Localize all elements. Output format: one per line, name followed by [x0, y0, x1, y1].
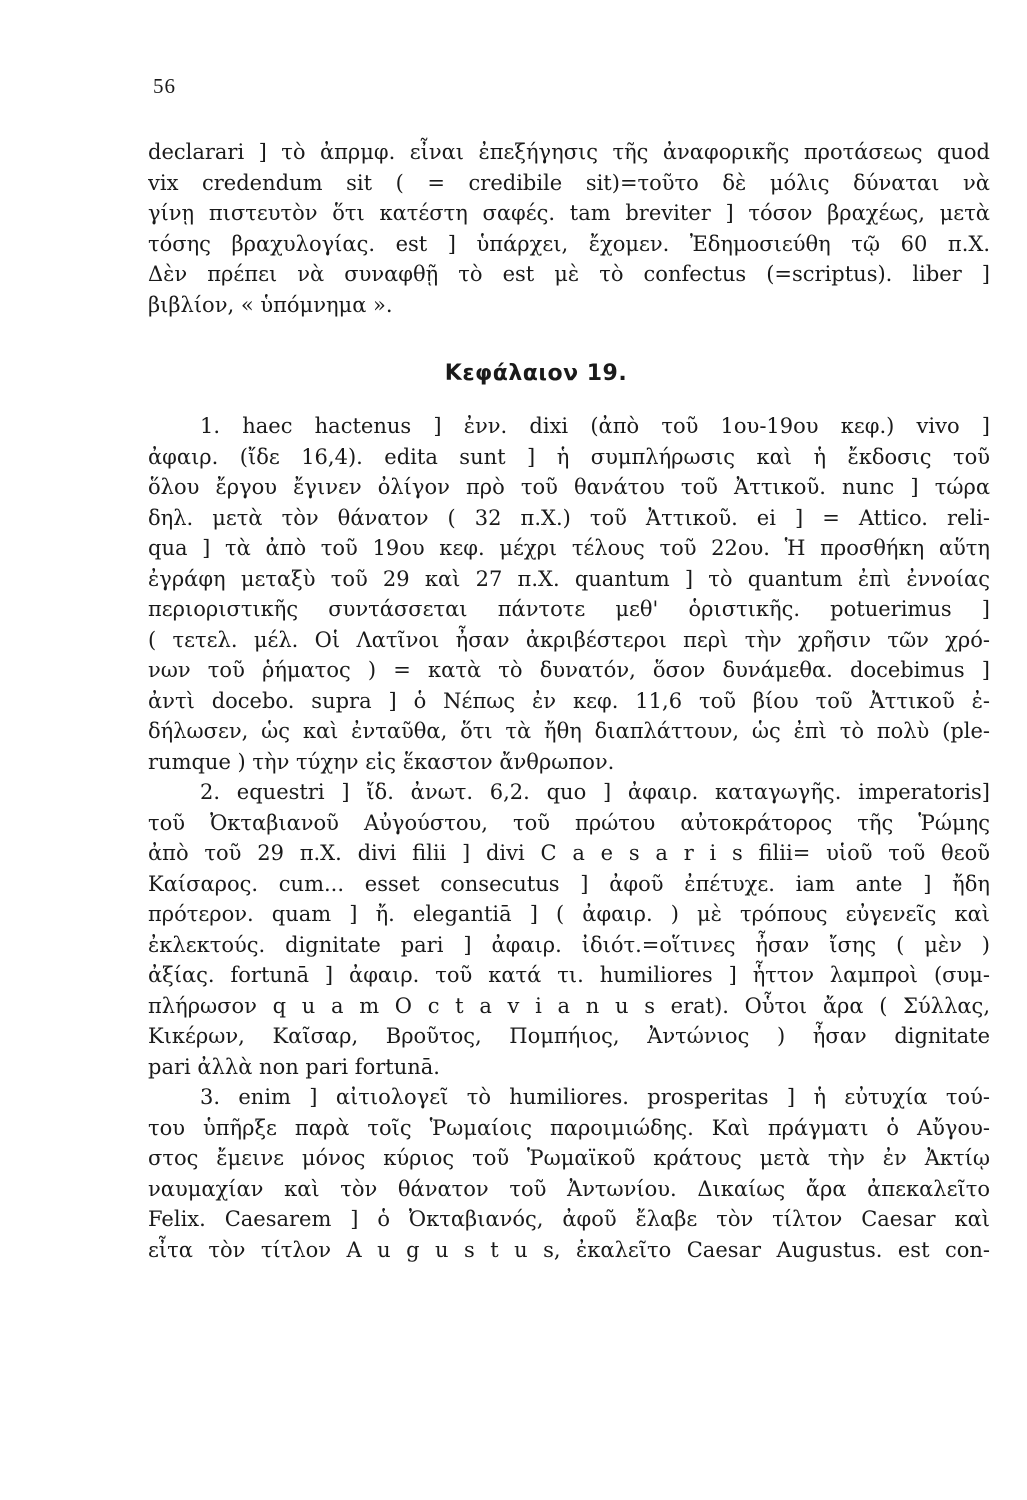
chapter-heading-text: Κεφάλαιον 19.	[444, 361, 628, 386]
intro-paragraph	[148, 137, 990, 320]
text-line: ἐγράφη μεταξὺ τοῦ 29 καὶ 27 π.Χ. quantum ] τὸ quantum ἐπὶ ἐννοίας	[148, 566, 990, 591]
text-line: βιβλίον, « ὑπόμνημα ».	[148, 292, 393, 317]
page-number: 56	[153, 74, 176, 98]
text-line: qua ] τὰ ἀπὸ τοῦ 19ου κεφ. μέχρι τέλους τοῦ 22ου. Ἡ προσθήκη αὕτη	[148, 536, 990, 560]
text-line: εἶτα τὸν τίτλον A u g u s t u s, ἐκαλεῖτο Caesar Augustus. est con-	[148, 1237, 990, 1262]
text-line: ἐκλεκτούς. dignitate pari ] ἀφαιρ. ἰδιότ.=οἵτινες ἦσαν ἴσης ( μὲν )	[148, 932, 990, 957]
text-line: ναυμαχίαν καὶ τὸν θάνατον τοῦ Ἀντωνίου. Δικαίως ἄρα ἀπεκαλεῖτο	[148, 1176, 990, 1201]
text-line: πλήρωσον q u a m O c t a v i a n u s erat). Οὗτοι ἄρα ( Σύλλας,	[148, 993, 990, 1018]
text-line: ὅλου ἔργου ἔγινεν ὀλίγον πρὸ τοῦ θανάτου τοῦ Ἀττικοῦ. nunc ] τώρα	[148, 475, 990, 499]
text-line: τοῦ Ὀκταβιανοῦ Αὐγούστου, τοῦ πρώτου αὐτοκράτορος τῆς Ῥώμης	[148, 810, 990, 835]
text-line: 3. enim ] αἰτιολογεῖ τὸ humiliores. prosperitas ] ἡ εὐτυχία τού-	[200, 1085, 990, 1109]
text-line: πρότερον. quam ] ἤ. elegantiā ] ( ἀφαιρ. ) μὲ τρόπους εὐγενεῖς καὶ	[148, 902, 990, 926]
text-line: ( τετελ. μέλ. Οἱ Λατῖνοι ἦσαν ἀκριβέστεροι περὶ τὴν χρῆσιν τῶν χρό-	[148, 627, 990, 652]
text-line: δήλωσεν, ὡς καὶ ἐνταῦθα, ὅτι τὰ ἤθη διαπλάττουν, ὡς ἐπὶ τὸ πολὺ (ple-	[148, 719, 990, 743]
text-line: Κικέρων, Καῖσαρ, Βροῦτος, Πομπήιος, Ἀντώνιος ) ἦσαν dignitate	[148, 1024, 990, 1048]
text-line: 2. equestri ] ἴδ. ἀνωτ. 6,2. quo ] ἀφαιρ. καταγωγῆς. imperatoris]	[200, 780, 990, 804]
text-line: περιοριστικῆς συντάσσεται πάντοτε μεθ' ὁριστικῆς. potuerimus ]	[148, 597, 990, 621]
text-line: vix credendum sit ( = credibile sit)=τοῦτο δὲ μόλις δύναται νὰ	[148, 170, 990, 195]
text-line: γίνῃ πιστευτὸν ὅτι κατέστη σαφές. tam breviter ] τόσον βραχέως, μετὰ	[148, 201, 990, 225]
text-line: ἀξίας. fortunā ] ἀφαιρ. τοῦ κατά τι. humiliores ] ἧττον λαμπροὶ (συμ-	[148, 963, 990, 987]
text-line: pari ἀλλὰ non pari fortunā.	[148, 1054, 440, 1079]
text-line: rumque ) τὴν τύχην εἰς ἕκαστον ἄνθρωπον.	[148, 749, 615, 774]
text-line: τόσης βραχυλογίας. est ] ὑπάρχει, ἔχομεν. Ἐδημοσιεύθη τῷ 60 π.Χ.	[148, 231, 990, 256]
text-line: Καίσαρος. cum... esset consecutus ] ἀφοῦ ἐπέτυχε. iam ante ] ἤδη	[148, 871, 990, 896]
text-line: στος ἔμεινε μόνος κύριος τοῦ Ῥωμαϊκοῦ κράτους μετὰ τὴν ἐν Ἀκτίῳ	[148, 1146, 990, 1170]
commentary-body	[148, 411, 990, 1265]
text-line: του ὑπῆρξε παρὰ τοῖς Ῥωμαίοις παροιμιώδης. Καὶ πράγματι ὁ Αὔγου-	[148, 1115, 990, 1140]
text-line: Felix. Caesarem ] ὁ Ὀκταβιανός, ἀφοῦ ἔλαβε τὸν τίλτον Caesar καὶ	[148, 1207, 990, 1231]
text-line: ἀφαιρ. (ἴδε 16,4). edita sunt ] ἡ συμπλήρωσις καὶ ἡ ἔκδοσις τοῦ	[148, 444, 990, 469]
text-line: declarari ] τὸ ἀπρμφ. εἶναι ἐπεξήγησις τῆς ἀναφορικῆς προτάσεως quod	[148, 140, 990, 164]
chapter-heading	[0, 361, 1027, 386]
text-line: 1. haec hactenus ] ἐνν. dixi (ἀπὸ τοῦ 1ου-19ου κεφ.) vivo ]	[200, 414, 990, 438]
text-line: ἀπὸ τοῦ 29 π.Χ. divi filii ] divi C a e s a r i s filii= υἱοῦ τοῦ θεοῦ	[148, 841, 990, 865]
text-line: ἀντὶ docebo. supra ] ὁ Νέπως ἐν κεφ. 11,6 τοῦ βίου τοῦ Ἀττικοῦ ἐ-	[148, 688, 990, 713]
text-line: νων τοῦ ῥήματος ) = κατὰ τὸ δυνατόν, ὅσον δυνάμεθα. docebimus ]	[148, 658, 990, 682]
text-line: δηλ. μετὰ τὸν θάνατον ( 32 π.Χ.) τοῦ Ἀττικοῦ. ei ] = Attico. reli-	[148, 505, 990, 530]
text-line: Δὲν πρέπει νὰ συναφθῇ τὸ est μὲ τὸ confectus (=scriptus). liber ]	[148, 262, 990, 286]
